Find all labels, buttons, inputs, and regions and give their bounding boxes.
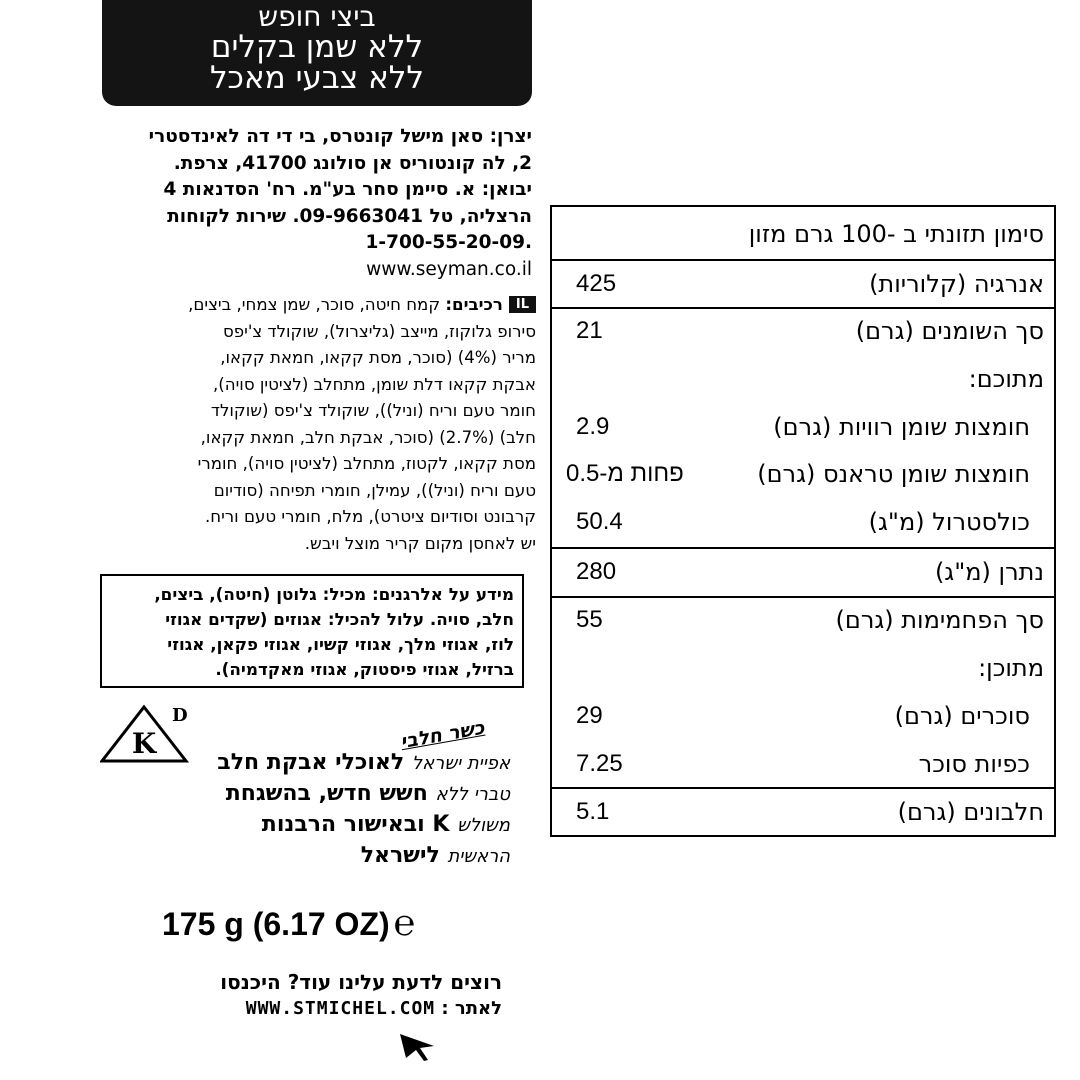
nutrient-label: מתוכם: — [968, 365, 1044, 393]
banner-line-3: ללא צבעי מאכל — [209, 60, 425, 96]
estimated-sign-icon: ℮ — [393, 902, 416, 943]
visit-url-line — [130, 996, 502, 1022]
kosher-text: חשש חדש, בהשגחת — [225, 781, 428, 806]
kosher-handwritten: טברי ללא — [435, 784, 510, 805]
kosher-text: לאוכלי אבקת חלב — [217, 750, 405, 775]
banner-line-1: ביצי חופש — [258, 0, 376, 33]
allergen-info-box — [100, 574, 524, 688]
kosher-dairy-letter: D — [172, 705, 188, 726]
net-weight — [162, 902, 415, 944]
kosher-text: לישראל — [360, 843, 440, 868]
nutrition-row — [552, 261, 1054, 308]
customer-service-phone: .1-700-55-20-09 — [365, 232, 532, 253]
allergen-line: לוז, אגוזי מלך, אגוזי קשיו, אגוזי פקאן, אגוזי — [167, 634, 514, 654]
maker-line: 2, לה קונטוריס אן סולונג 41700, צרפת. — [173, 152, 532, 174]
kosher-dairy-title: כשר חלבי — [398, 716, 487, 754]
nutrient-label: סך הפחמימות (גרם) — [835, 606, 1044, 634]
nutrient-value: 21 — [576, 317, 603, 344]
ingredients-line: חומר טעם וריח (וניל)), שוקולד צ'יפס (שוקולד — [210, 401, 536, 420]
nutrient-label: מתוכן: — [978, 654, 1044, 682]
ingredients-text: קמח חיטה, סוכר, שמן צמחי, ביצים, — [188, 295, 441, 314]
ingredients-line: טעם וריח (וניל)), עמילן, חומרי תפיחה (סודיום — [213, 480, 536, 500]
allergen-line: מידע על אלרגנים: מכיל: גלוטן (חיטה), ביצים, — [154, 584, 514, 604]
kosher-symbol-letter: K — [131, 727, 157, 760]
ingredients-line: אבקת קקאו דלת שומן, מתחלב (לציטין סויה), — [213, 374, 536, 394]
banner-line-2: ללא שמן בקלים — [210, 29, 424, 65]
nutrient-value: 2.9 — [576, 413, 610, 440]
nutrient-label: אנרגיה (קלוריות) — [869, 270, 1044, 298]
nutrient-label: כולסטרול (מ"ג) — [868, 508, 1030, 536]
nutrition-facts-table — [550, 205, 1056, 837]
nutrient-label: חומצות שומן רוויות (גרם) — [773, 413, 1030, 441]
allergen-line: חלב, סויה. עלול להכיל: אגוזים (שקדים אגוזי — [165, 609, 514, 629]
kosher-handwritten: הראשית — [447, 846, 510, 867]
ingredients-line: חלב) (2.7%) (סוכר, אבקת חלב, חמאת קקאו, — [200, 427, 536, 447]
ingredients-line: קרבונט וסודיום ציטרט), מלח, חומרי טעם וריח. — [204, 507, 536, 526]
stmichel-website-link[interactable]: WWW.STMICHEL.COM — [245, 998, 436, 1019]
nutrition-row — [552, 741, 1054, 788]
kosher-line — [160, 810, 510, 841]
manufacturer-info — [104, 124, 532, 283]
nutrition-row — [552, 789, 1054, 836]
kosher-certification — [160, 748, 510, 872]
nutrient-value: 7.25 — [576, 750, 623, 777]
nutrition-header-text: סימון תזונתי ב -100 גרם מזון — [748, 220, 1044, 248]
nutrient-label: סך השומנים (גרם) — [855, 317, 1044, 345]
nutrient-value: 50.4 — [576, 508, 623, 535]
importer-line: הרצליה, טל 09-9663041. שירות לקוחות — [167, 205, 532, 227]
kosher-handwritten: אפיית ישראל — [411, 753, 510, 774]
nutrient-label: כפיות סוכר — [918, 750, 1030, 778]
net-weight-text: 175 g (6.17 OZ) — [162, 906, 390, 942]
visit-prompt: רוצים לדעת עלינו עוד? היכנסו — [220, 970, 502, 994]
visit-label: לאתר : — [441, 998, 502, 1019]
nutrition-row — [552, 645, 1054, 692]
ingredients-line: סירופ גלוקוז, מייצב (גליצרול), שוקולד צ'יפס — [222, 321, 536, 341]
kosher-line — [160, 779, 510, 810]
nutrient-value: 29 — [576, 702, 603, 729]
nutrient-label: נתרן (מ"ג) — [934, 558, 1044, 586]
visit-website — [130, 968, 502, 1022]
kosher-line — [160, 841, 510, 872]
ingredients-label: רכיבים: — [445, 295, 503, 314]
ingredients-line: מריר (4%) (סוכר, מסת קקאו, חמאת קקאו, — [220, 348, 536, 367]
nutrition-row — [552, 549, 1054, 596]
nutrient-value: 55 — [576, 606, 603, 633]
nutrient-label: חלבונים (גרם) — [897, 798, 1044, 826]
kosher-text: K ובאישור הרבנות — [261, 812, 450, 837]
nutrient-value: פחות מ-0.5 — [566, 460, 684, 487]
arrow-pointer-icon — [398, 1030, 438, 1062]
nutrient-value: 425 — [576, 270, 617, 297]
product-claims-banner — [102, 0, 532, 106]
nutrient-value: 5.1 — [576, 798, 610, 825]
ingredients-line: מסת קקאו, לקטוז, מתחלב (לציטין סויה), חומרי — [197, 454, 536, 473]
importer-line: יבואן: א. סיימן סחר בע"מ. רח' הסדנאות 4 — [163, 179, 532, 200]
nutrition-row — [552, 356, 1054, 403]
nutrient-label: סוכרים (גרם) — [894, 702, 1030, 730]
nutrition-header — [552, 211, 1054, 258]
kosher-handwritten: משולש — [457, 815, 510, 836]
maker-line: יצרן: סאן מישל קונטרס, בי די דה לאינדסטרי — [148, 126, 532, 147]
ingredients-line — [104, 292, 536, 319]
il-badge: IL — [509, 296, 536, 313]
nutrition-row — [552, 693, 1054, 740]
nutrition-row — [552, 308, 1054, 355]
kosher-line — [160, 748, 510, 779]
nutrition-row — [552, 499, 1054, 546]
importer-website-link[interactable]: www.seyman.co.il — [366, 258, 532, 280]
nutrition-row — [552, 451, 1054, 498]
nutrition-row — [552, 404, 1054, 451]
ingredients-list — [104, 292, 536, 557]
allergen-line: ברזיל, אגוזי פיסטוק, אגוזי מאקדמיה). — [215, 659, 514, 679]
nutrition-row — [552, 597, 1054, 644]
nutrient-value: 280 — [576, 558, 617, 585]
nutrient-label: חומצות שומן טראנס (גרם) — [757, 460, 1030, 488]
storage-instructions: יש לאחסן מקום קריר מוצל ויבש. — [304, 533, 536, 553]
